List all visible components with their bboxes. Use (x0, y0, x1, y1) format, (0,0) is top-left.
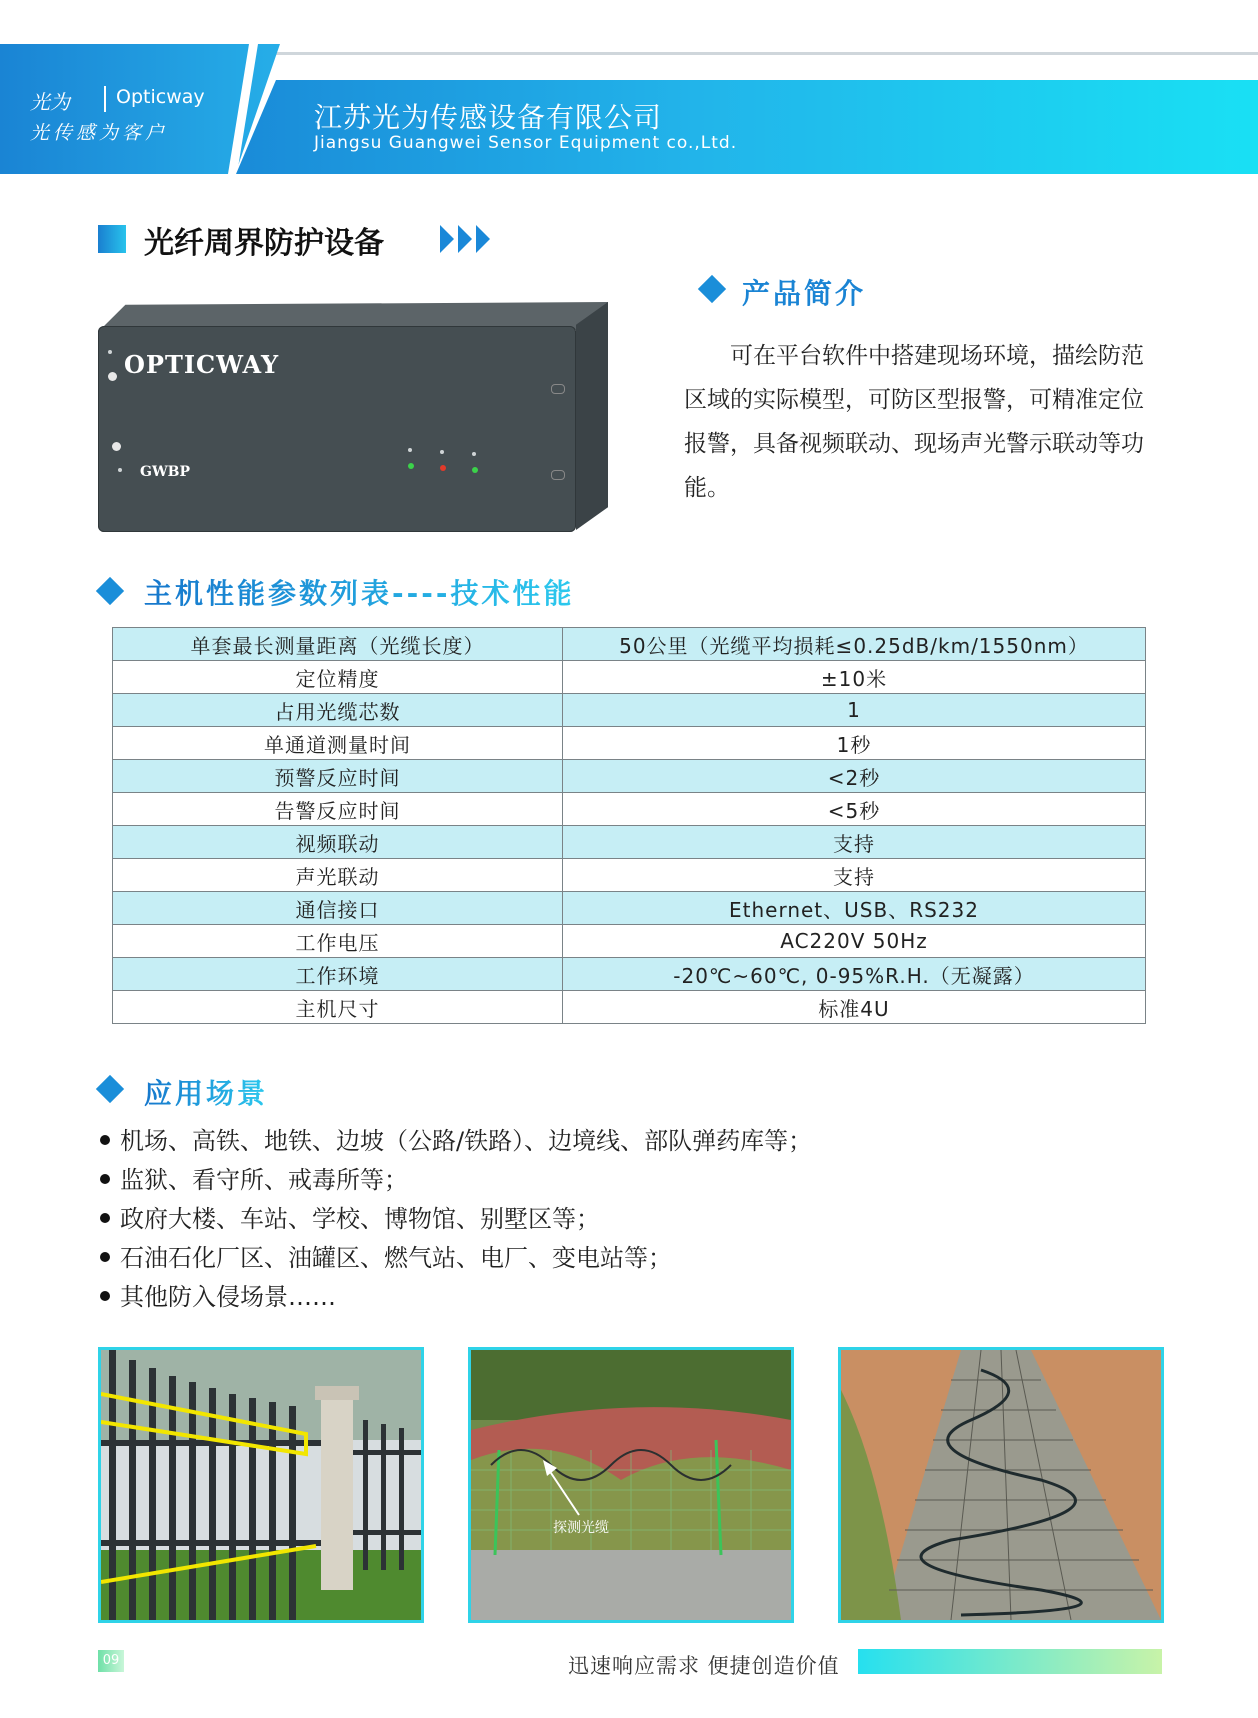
status-led-red (440, 465, 446, 471)
dot (108, 350, 112, 354)
bullet-icon (100, 1213, 110, 1223)
spec-key: 声光联动 (113, 859, 563, 892)
company-name-en: Jiangsu Guangwei Sensor Equipment co.,Ltd. (314, 133, 738, 153)
spec-key: 主机尺寸 (113, 991, 563, 1024)
logo-separator (104, 86, 106, 112)
list-item-text: 其他防入侵场景…… (120, 1283, 336, 1311)
spec-value: 支持 (563, 826, 1146, 859)
spec-value: -20℃~60℃, 0-95%R.H.（无凝露） (563, 958, 1146, 991)
spec-value: 50公里（光缆平均损耗≤0.25dB/km/1550nm） (563, 628, 1146, 661)
list-item-text: 监狱、看守所、戒毒所等； (120, 1166, 408, 1194)
spec-key: 预警反应时间 (113, 760, 563, 793)
list-item-text: 政府大楼、车站、学校、博物馆、别墅区等； (120, 1205, 600, 1233)
table-row (113, 793, 1146, 826)
bullet-icon (100, 1291, 110, 1301)
screw (112, 442, 121, 451)
diamond-bullet-icon (96, 577, 124, 605)
table-row (113, 826, 1146, 859)
photo-fence (98, 1347, 424, 1623)
spec-key: 视频联动 (113, 826, 563, 859)
spec-key: 占用光缆芯数 (113, 694, 563, 727)
bullet-icon (100, 1135, 110, 1145)
intro-text: 可在平台软件中搭建现场环境，描绘防范区域的实际模型，可防区型报警，可精准定位报警，具备视频联动、现场声光警示联动等功能。 (684, 343, 1144, 501)
table-row (113, 628, 1146, 661)
photo-buried-cable (838, 1347, 1164, 1623)
diamond-bullet-icon (698, 275, 726, 303)
logo-cn: 光为 (30, 90, 70, 114)
dot (118, 468, 122, 472)
dot (408, 448, 412, 452)
spec-key: 工作环境 (113, 958, 563, 991)
spec-value: ±10米 (563, 661, 1146, 694)
spec-value: 1 (563, 694, 1146, 727)
spec-key: 单套最长测量距离（光缆长度） (113, 628, 563, 661)
arrow-right-icon (458, 225, 472, 253)
section-square-icon (98, 225, 126, 253)
company-name-cn: 江苏光为传感设备有限公司 (314, 101, 663, 134)
intro-heading: 产品简介 (742, 277, 867, 310)
logo-en: Opticway (116, 86, 205, 108)
table-row (113, 859, 1146, 892)
device-side (576, 302, 608, 530)
page-number: 09 (98, 1650, 124, 1672)
list-item (100, 1161, 812, 1200)
table-row (113, 760, 1146, 793)
list-item (100, 1278, 812, 1317)
photo-label: 探测光缆 (553, 1520, 609, 1536)
status-led-green (472, 467, 478, 473)
applications-heading: 应用场景 (144, 1072, 268, 1112)
spec-value: 标准4U (563, 991, 1146, 1024)
arrow-right-icon (440, 225, 454, 253)
dot (440, 450, 444, 454)
handle-slot (551, 384, 565, 394)
bullet-icon (100, 1252, 110, 1262)
section-title: 光纤周界防护设备 (144, 226, 384, 261)
list-item-text: 石油石化厂区、油罐区、燃气站、电厂、变电站等； (120, 1244, 672, 1272)
header-rule (250, 52, 1258, 55)
table-row (113, 892, 1146, 925)
spec-value: 支持 (563, 859, 1146, 892)
screw (108, 372, 117, 381)
applications-list (100, 1122, 812, 1317)
diamond-bullet-icon (96, 1075, 124, 1103)
table-row (113, 727, 1146, 760)
table-row (113, 925, 1146, 958)
list-item (100, 1122, 812, 1161)
list-item (100, 1200, 812, 1239)
table-row (113, 958, 1146, 991)
spec-key: 工作电压 (113, 925, 563, 958)
table-row (113, 991, 1146, 1024)
status-led-green (408, 463, 414, 469)
spec-key: 通信接口 (113, 892, 563, 925)
logo-slogan: 光传感为客户 (30, 122, 169, 144)
spec-key: 定位精度 (113, 661, 563, 694)
device-brand: OPTICWAY (124, 350, 280, 379)
specs-heading: 主机性能参数列表----技术性能 (144, 572, 575, 612)
dot (472, 452, 476, 456)
table-row (113, 694, 1146, 727)
device-model: GWBP (140, 464, 191, 480)
list-item (100, 1239, 812, 1278)
footer-slogan: 迅速响应需求 便捷创造价值 (568, 1654, 840, 1678)
spec-value: <2秒 (563, 760, 1146, 793)
table-row (113, 661, 1146, 694)
handle-slot (551, 470, 565, 480)
spec-key: 告警反应时间 (113, 793, 563, 826)
list-item-text: 机场、高铁、地铁、边坡（公路/铁路）、边境线、部队弹药库等； (120, 1127, 813, 1155)
spec-key: 单通道测量时间 (113, 727, 563, 760)
arrow-right-icon (476, 225, 490, 253)
footer-bar (858, 1649, 1162, 1674)
spec-value: <5秒 (563, 793, 1146, 826)
spec-table (112, 627, 1146, 1024)
spec-value: 1秒 (563, 727, 1146, 760)
bullet-icon (100, 1174, 110, 1184)
spec-value: Ethernet、USB、RS232 (563, 892, 1146, 925)
photo-slope (468, 1347, 794, 1623)
spec-value: AC220V 50Hz (563, 925, 1146, 958)
